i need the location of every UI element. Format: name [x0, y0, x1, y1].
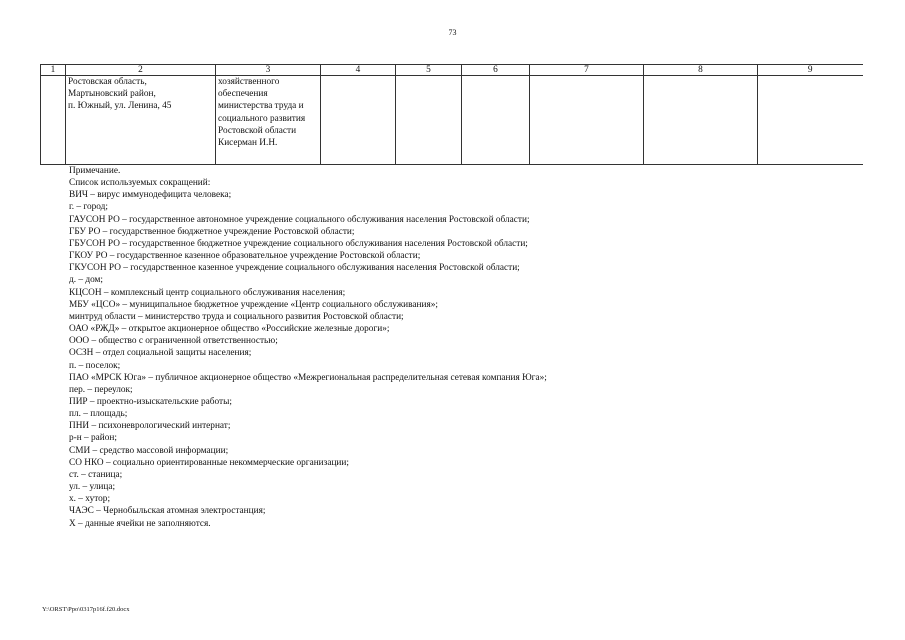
responsible-line: обеспечения	[218, 89, 268, 100]
address-line: Мартыновский район,	[68, 89, 156, 100]
abbreviation-item: р-н – район;	[69, 433, 117, 444]
abbreviation-item: ГАУСОН РО – государственное автономное учреждение социального обслуживания населения Ростовской области;	[69, 214, 530, 225]
abbreviation-item: СО НКО – социально ориентированные некоммерческие организации;	[69, 457, 349, 468]
abbreviation-item: минтруд области – министерство труда и социального развития Ростовской области;	[69, 311, 404, 322]
notes-subtitle: Список используемых сокращений:	[69, 178, 211, 189]
responsible-line: Кисерман И.Н.	[218, 138, 278, 149]
abbreviation-item: ГБУ РО – государственное бюджетное учреждение Ростовской области;	[69, 226, 355, 237]
abbreviation-item: пл. – площадь;	[69, 409, 128, 420]
abbreviation-item: ГКОУ РО – государственное казенное образовательное учреждение Ростовской области;	[69, 251, 421, 262]
abbreviation-item: ВИЧ – вирус иммунодефицита человека;	[69, 190, 232, 201]
responsible-line: социального развития	[218, 113, 306, 124]
header-cell-4: 4	[321, 65, 396, 76]
page-number: 73	[448, 28, 457, 37]
abbreviation-item: пер. – переулок;	[69, 384, 133, 395]
cell-col7	[530, 76, 644, 165]
responsible-line: министерства труда и	[218, 101, 304, 112]
abbreviation-item: ПИР – проектно-изыскательские работы;	[69, 396, 232, 407]
abbreviation-item: ст. – станица;	[69, 469, 123, 480]
abbreviation-item: ООО – общество с ограниченной ответственностью;	[69, 336, 278, 347]
abbreviation-item: Х – данные ячейки не заполняются.	[69, 518, 211, 529]
header-cell-7: 7	[530, 65, 644, 76]
responsible-line: Ростовской области	[218, 125, 297, 136]
responsible-line: хозяйственного	[218, 77, 280, 87]
abbreviation-item: г. – город;	[69, 202, 108, 213]
file-path-footer: Y:\ORST\Ppo\0317p16f.f20.docx	[42, 606, 130, 613]
abbreviation-item: ЧАЭС – Чернобыльская атомная электростанция;	[69, 506, 266, 517]
abbreviation-item: ГБУСОН РО – государственное бюджетное учреждение социального обслуживания населения Ростовской области;	[69, 238, 528, 249]
notes-title: Примечание.	[69, 166, 121, 176]
cell-col8	[644, 76, 758, 165]
header-cell-1: 1	[41, 65, 66, 76]
abbreviation-item: х. – хутор;	[69, 494, 111, 505]
abbreviation-item: СМИ – средство массовой информации;	[69, 445, 229, 456]
table-header-row	[41, 65, 863, 76]
header-cell-8: 8	[644, 65, 758, 76]
cell-col9	[758, 76, 863, 165]
abbreviation-item: ул. – улица;	[69, 482, 116, 493]
cell-col5	[396, 76, 462, 165]
cell-address	[66, 76, 216, 165]
address-line: Ростовская область,	[68, 77, 147, 87]
cell-responsible	[216, 76, 321, 165]
abbreviation-item: ПАО «МРСК Юга» – публичное акционерное общество «Межрегиональная распределительная сетевая компания Юга»;	[69, 372, 547, 383]
cell-col6	[462, 76, 530, 165]
header-cell-5: 5	[396, 65, 462, 76]
abbreviation-item: МБУ «ЦСО» – муниципальное бюджетное учреждение «Центр социального обслуживания»;	[69, 299, 439, 310]
abbreviation-item: ОАО «РЖД» – открытое акционерное общество «Российские железные дороги»;	[69, 324, 390, 335]
abbreviation-item: ГКУСОН РО – государственное казенное учреждение социального обслуживания населения Ростовской области;	[69, 263, 520, 274]
data-table	[40, 64, 863, 165]
header-cell-9: 9	[758, 65, 863, 76]
header-cell-6: 6	[462, 65, 530, 76]
cell-col1	[41, 76, 66, 165]
abbreviation-item: КЦСОН – комплексный центр социального обслуживания населения;	[69, 287, 346, 298]
cell-col4	[321, 76, 396, 165]
abbreviation-item: ОСЗН – отдел социальной защиты населения;	[69, 348, 252, 359]
abbreviation-item: д. – дом;	[69, 275, 104, 286]
notes-section	[69, 165, 547, 530]
abbreviation-list	[69, 189, 547, 529]
header-cell-3: 3	[216, 65, 321, 76]
abbreviation-item: ПНИ – психоневрологический интернат;	[69, 421, 231, 432]
table-row	[41, 76, 863, 165]
abbreviation-item: п. – поселок;	[69, 360, 121, 371]
header-cell-2: 2	[66, 65, 216, 76]
address-line: п. Южный, ул. Ленина, 45	[68, 101, 172, 112]
